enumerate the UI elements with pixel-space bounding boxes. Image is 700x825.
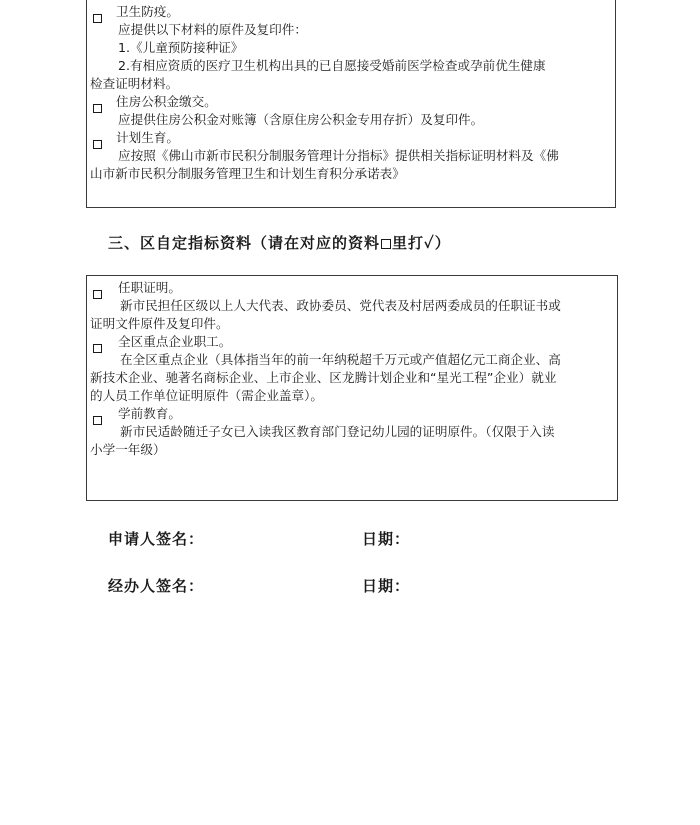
health-checkbox[interactable] xyxy=(93,7,102,26)
preschool-checkbox[interactable] xyxy=(93,409,102,428)
preschool-title: 学前教育。 xyxy=(118,406,181,421)
health-intro: 应提供以下材料的原件及复印件： xyxy=(118,22,307,37)
key-enterprise-title: 全区重点企业职工。 xyxy=(118,334,232,349)
key-enterprise-desc-line-2: 新技术企业、驰著名商标企业、上市企业、区龙腾计划企业和“星光工程”企业）就业 xyxy=(90,370,557,385)
health-item-1: 1.《儿童预防接种证》 xyxy=(118,40,244,55)
section3-heading-suffix: 里打✓） xyxy=(392,234,451,252)
key-enterprise-desc-line-3: 的人员工作单位证明原件（需企业盖章）。 xyxy=(90,388,323,403)
applicant-signature-label: 申请人签名： xyxy=(108,530,205,548)
position-desc-line-1: 新市民担任区级以上人大代表、政协委员、党代表及村居两委成员的任职证书或 xyxy=(120,298,561,313)
health-item-2-line-1: 2.有相应资质的医疗卫生机构出具的已自愿接受婚前医学检查或孕前优生健康 xyxy=(118,58,546,73)
position-checkbox[interactable] xyxy=(93,283,102,302)
handler-signature-label: 经办人签名： xyxy=(108,577,205,595)
family-planning-desc-line-2: 山市新市民积分制服务管理卫生和计划生育积分承诺表》 xyxy=(90,166,405,181)
position-desc-line-2: 证明文件原件及复印件。 xyxy=(90,316,229,331)
health-title: 卫生防疫。 xyxy=(116,4,179,19)
family-planning-desc-line-1: 应按照《佛山市新市民积分制服务管理计分指标》提供相关指标证明材料及《佛 xyxy=(118,148,559,163)
housing-checkbox[interactable] xyxy=(93,97,102,116)
housing-title: 住房公积金缴交。 xyxy=(116,94,217,109)
handler-date-label: 日期： xyxy=(362,577,411,595)
section3-heading xyxy=(108,232,451,253)
health-item-2-line-2: 检查证明材料。 xyxy=(90,76,179,91)
position-title: 任职证明。 xyxy=(118,280,181,295)
applicant-date-label: 日期： xyxy=(362,530,411,548)
checkbox-symbol-icon xyxy=(381,239,391,249)
preschool-desc-line-2: 小学一年级） xyxy=(90,442,166,457)
preschool-desc-line-1: 新市民适龄随迁子女已入读我区教育部门登记幼儿园的证明原件。（仅限于入读 xyxy=(120,424,555,439)
family-planning-checkbox[interactable] xyxy=(93,133,102,152)
key-enterprise-desc-line-1: 在全区重点企业（具体指当年的前一年纳税超千万元或产值超亿元工商企业、高 xyxy=(120,352,561,367)
section3-heading-text: 三、区自定指标资料（请在对应的资料 xyxy=(108,234,381,252)
family-planning-title: 计划生育。 xyxy=(116,130,179,145)
housing-desc: 应提供住房公积金对账簿（含原住房公积金专用存折）及复印件。 xyxy=(118,112,484,127)
key-enterprise-checkbox[interactable] xyxy=(93,337,102,356)
